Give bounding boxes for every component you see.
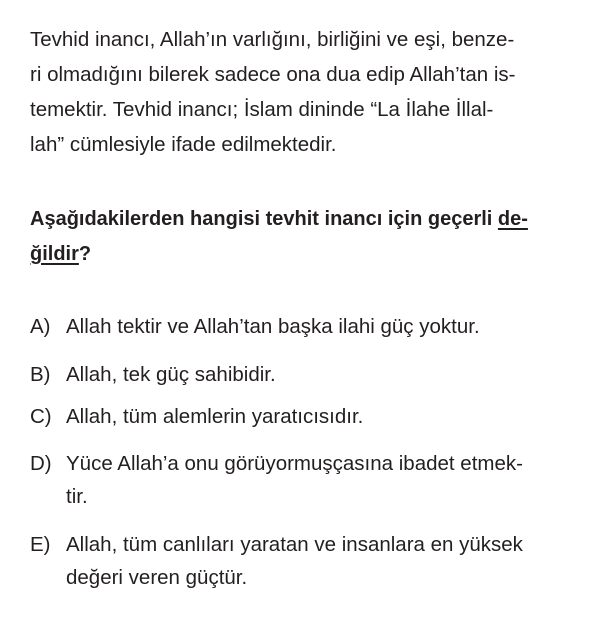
option-a[interactable] (30, 313, 480, 341)
paragraph-line-4: lah” cümlesiyle ifade edilmektedir. (30, 133, 337, 156)
option-e[interactable] (30, 531, 523, 559)
option-d-text-line-1: Yüce Allah’a onu görüyormuşçasına ibadet etmek- (66, 452, 523, 475)
paragraph-line-1: Tevhid inancı, Allah’ın varlığını, birliğini ve eşi, benze- (30, 28, 515, 51)
question-line-2 (30, 240, 91, 268)
question-line-1 (30, 205, 528, 233)
option-a-text: Allah tektir ve Allah’tan başka ilahi güç yoktur. (66, 315, 480, 338)
option-b[interactable] (30, 361, 276, 389)
option-b-letter: B) (30, 363, 51, 386)
paragraph-line-3: temektir. Tevhid inancı; İslam dininde “La İlahe İllal- (30, 98, 494, 121)
option-e-text-line-1: Allah, tüm canlıları yaratan ve insanlara en yüksek (66, 533, 523, 556)
option-c-text: Allah, tüm alemlerin yaratıcısıdır. (66, 405, 364, 428)
option-e-letter: E) (30, 533, 51, 556)
option-d[interactable] (30, 450, 523, 478)
question-underlined-part-1: de- (497, 208, 528, 230)
option-d-text-line-2: tir. (66, 485, 88, 508)
option-b-text: Allah, tek güç sahibidir. (66, 363, 276, 386)
question-text: Aşağıdakilerden hangisi tevhit inancı için geçerli (30, 208, 498, 230)
option-e-text-line-2: değeri veren güçtür. (66, 566, 248, 589)
question-mark: ? (78, 243, 92, 265)
question-underlined-part-2: ğildir (30, 243, 79, 265)
option-d-letter: D) (30, 452, 52, 475)
option-c[interactable] (30, 403, 363, 431)
option-c-letter: C) (30, 405, 52, 428)
option-a-letter: A) (30, 315, 51, 338)
paragraph-line-2: ri olmadığını bilerek sadece ona dua edip Allah’tan is- (30, 63, 516, 86)
